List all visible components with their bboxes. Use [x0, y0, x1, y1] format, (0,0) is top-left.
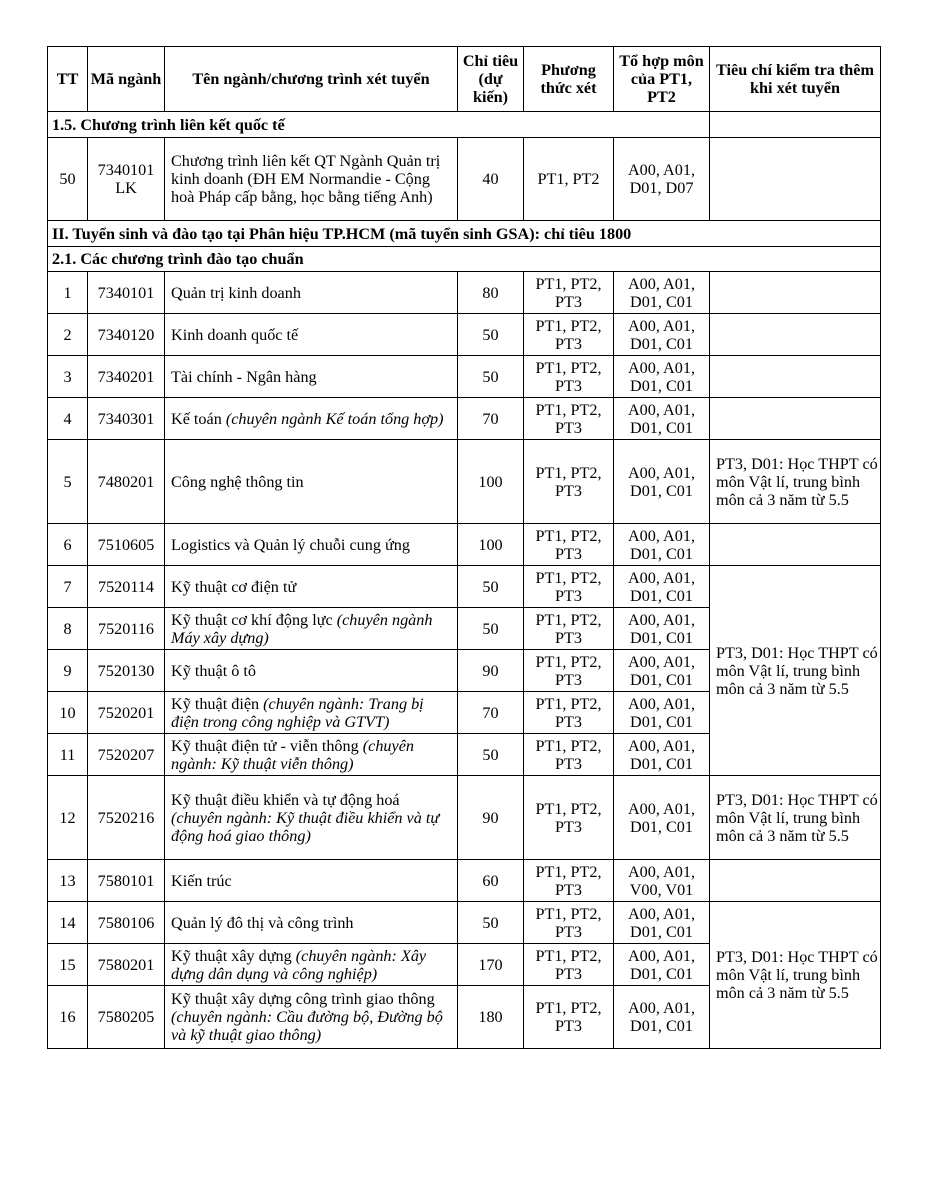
- program-name: Kinh doanh quốc tế: [171, 325, 299, 344]
- row-tt: 6: [48, 524, 88, 566]
- row-ten-nganh: [165, 356, 458, 398]
- section-row-2-1: [48, 247, 881, 272]
- row-phuong-thuc: PT1, PT2, PT3: [524, 566, 614, 608]
- row-phuong-thuc: PT1, PT2, PT3: [524, 440, 614, 524]
- row-ten-nganh: [165, 902, 458, 944]
- row-tt: 1: [48, 272, 88, 314]
- row-tieu-chi: [710, 356, 881, 398]
- header-ma-nganh: Mã ngành: [88, 47, 165, 112]
- header-tt: TT: [48, 47, 88, 112]
- row-ten-nganh: [165, 776, 458, 860]
- row-to-hop: A00, A01, D01, C01: [614, 356, 710, 398]
- row-tt: 9: [48, 650, 88, 692]
- header-row: [48, 47, 881, 112]
- row-ten-nganh: [165, 272, 458, 314]
- header-ten-nganh: Tên ngành/chương trình xét tuyển: [165, 47, 458, 112]
- header-to-hop: Tổ hợp môn của PT1, PT2: [614, 47, 710, 112]
- table-row: [48, 776, 881, 860]
- program-name: Công nghệ thông tin: [171, 472, 304, 491]
- row-phuong-thuc: PT1, PT2, PT3: [524, 398, 614, 440]
- row-ten-nganh: [165, 986, 458, 1049]
- row-tt: 3: [48, 356, 88, 398]
- table-row: [48, 314, 881, 356]
- row-ma-nganh: 7520216: [88, 776, 165, 860]
- row-chi-tieu: 90: [458, 650, 524, 692]
- section-title-1-5: 1.5. Chương trình liên kết quốc tế: [48, 112, 710, 138]
- row-to-hop: A00, A01, D01, C01: [614, 734, 710, 776]
- row-ma-nganh: 7580205: [88, 986, 165, 1049]
- row-ma-nganh: 7480201: [88, 440, 165, 524]
- row-chi-tieu: 40: [458, 138, 524, 221]
- row-phuong-thuc: PT1, PT2, PT3: [524, 776, 614, 860]
- table-row: [48, 356, 881, 398]
- row-tt: 8: [48, 608, 88, 650]
- section-title-II: II. Tuyển sinh và đào tạo tại Phân hiệu TP.HCM (mã tuyển sinh GSA): chỉ tiêu 1800: [48, 221, 881, 247]
- row-tt: 5: [48, 440, 88, 524]
- row-phuong-thuc: PT1, PT2, PT3: [524, 734, 614, 776]
- row-tieu-chi: PT3, D01: Học THPT có môn Vật lí, trung bình môn cả 3 năm từ 5.5: [710, 566, 881, 776]
- header-phuong-thuc: Phương thức xét: [524, 47, 614, 112]
- program-name: Quản lý đô thị và công trình: [171, 913, 354, 932]
- row-to-hop: A00, A01, D01, C01: [614, 692, 710, 734]
- row-tt: 15: [48, 944, 88, 986]
- row-ma-nganh: 7340120: [88, 314, 165, 356]
- program-name: Kỹ thuật điều khiển và tự động hoá: [171, 790, 400, 809]
- program-name: Kỹ thuật điện tử - viễn thông: [171, 736, 363, 755]
- row-tieu-chi: [710, 272, 881, 314]
- row-to-hop: A00, A01, D01, C01: [614, 944, 710, 986]
- row-chi-tieu: 70: [458, 398, 524, 440]
- row-tt: 12: [48, 776, 88, 860]
- section-row-1-5: [48, 112, 881, 138]
- program-specialization: (chuyên ngành: Kỹ thuật viễn thông): [171, 736, 414, 773]
- program-name: Kế toán: [171, 409, 226, 428]
- row-tt: 10: [48, 692, 88, 734]
- admission-table: [47, 46, 881, 1049]
- row-ten-nganh: Chương trình liên kết QT Ngành Quản trị kinh doanh (ĐH EM Normandie - Cộng hoà Pháp cấp bằng, học bằng tiếng Anh): [165, 138, 458, 221]
- row-phuong-thuc: PT1, PT2, PT3: [524, 860, 614, 902]
- row-ten-nganh: [165, 440, 458, 524]
- table-row: [48, 272, 881, 314]
- program-name: Kiến trúc: [171, 871, 232, 890]
- row-chi-tieu: 50: [458, 356, 524, 398]
- row-ten-nganh: [165, 944, 458, 986]
- header-chi-tieu: Chỉ tiêu (dự kiến): [458, 47, 524, 112]
- row-ma-nganh: 7340301: [88, 398, 165, 440]
- table-row: [48, 902, 881, 944]
- row-tt: 7: [48, 566, 88, 608]
- table-row: [48, 860, 881, 902]
- row-ten-nganh: [165, 608, 458, 650]
- row-ma-nganh: 7580106: [88, 902, 165, 944]
- row-ten-nganh: [165, 734, 458, 776]
- program-specialization: (chuyên ngành Máy xây dựng): [171, 610, 433, 647]
- row-ma-nganh: 7520207: [88, 734, 165, 776]
- row-phuong-thuc: PT1, PT2, PT3: [524, 944, 614, 986]
- row-tieu-chi: PT3, D01: Học THPT có môn Vật lí, trung bình môn cả 3 năm từ 5.5: [710, 902, 881, 1049]
- row-phuong-thuc: PT1, PT2, PT3: [524, 314, 614, 356]
- row-tieu-chi: PT3, D01: Học THPT có môn Vật lí, trung bình môn cả 3 năm từ 5.5: [710, 440, 881, 524]
- row-chi-tieu: 170: [458, 944, 524, 986]
- section-empty-cell: [710, 112, 881, 138]
- row-tt: 4: [48, 398, 88, 440]
- row-tieu-chi: [710, 860, 881, 902]
- program-specialization: (chuyên ngành: Cầu đường bộ, Đường bộ và kỹ thuật giao thông): [171, 1008, 443, 1044]
- row-ten-nganh: [165, 524, 458, 566]
- row-chi-tieu: 50: [458, 734, 524, 776]
- row-phuong-thuc: PT1, PT2, PT3: [524, 356, 614, 398]
- row-ma-nganh: 7520201: [88, 692, 165, 734]
- row-ma-nganh: 7340201: [88, 356, 165, 398]
- table-row: [48, 398, 881, 440]
- row-chi-tieu: 60: [458, 860, 524, 902]
- row-tt: 14: [48, 902, 88, 944]
- program-name: Kỹ thuật xây dựng: [171, 946, 296, 965]
- row-to-hop: A00, A01, D01, C01: [614, 398, 710, 440]
- row-phuong-thuc: PT1, PT2, PT3: [524, 986, 614, 1049]
- row-tieu-chi: [710, 398, 881, 440]
- row-tt: 2: [48, 314, 88, 356]
- section-row-II: [48, 221, 881, 247]
- row-tt: 50: [48, 138, 88, 221]
- table-row: [48, 524, 881, 566]
- table-row: [48, 440, 881, 524]
- row-ma-nganh: 7340101 LK: [88, 138, 165, 221]
- row-phuong-thuc: PT1, PT2, PT3: [524, 524, 614, 566]
- program-specialization: (chuyên ngành: Xây dựng dân dụng và công nghiệp): [171, 946, 427, 983]
- program-name: Kỹ thuật ô tô: [171, 661, 256, 680]
- row-tieu-chi: PT3, D01: Học THPT có môn Vật lí, trung bình môn cả 3 năm từ 5.5: [710, 776, 881, 860]
- row-ma-nganh: 7510605: [88, 524, 165, 566]
- row-phuong-thuc: PT1, PT2, PT3: [524, 902, 614, 944]
- row-to-hop: A00, A01, D01, C01: [614, 314, 710, 356]
- header-tieu-chi: Tiêu chí kiểm tra thêm khi xét tuyển: [710, 47, 881, 112]
- row-chi-tieu: 100: [458, 524, 524, 566]
- row-ten-nganh: [165, 314, 458, 356]
- row-ma-nganh: 7580101: [88, 860, 165, 902]
- row-chi-tieu: 80: [458, 272, 524, 314]
- row-phuong-thuc: PT1, PT2, PT3: [524, 650, 614, 692]
- row-to-hop: A00, A01, D01, C01: [614, 272, 710, 314]
- program-name: Kỹ thuật điện: [171, 694, 264, 713]
- row-to-hop: A00, A01, D01, C01: [614, 902, 710, 944]
- row-ma-nganh: 7580201: [88, 944, 165, 986]
- row-tieu-chi: [710, 314, 881, 356]
- row-phuong-thuc: PT1, PT2, PT3: [524, 272, 614, 314]
- program-name: Logistics và Quản lý chuỗi cung ứng: [171, 535, 410, 554]
- row-to-hop: A00, A01, V00, V01: [614, 860, 710, 902]
- row-chi-tieu: 90: [458, 776, 524, 860]
- row-chi-tieu: 50: [458, 314, 524, 356]
- row-ten-nganh: [165, 692, 458, 734]
- row-ma-nganh: 7520130: [88, 650, 165, 692]
- row-to-hop: A00, A01, D01, C01: [614, 776, 710, 860]
- row-chi-tieu: 50: [458, 902, 524, 944]
- row-chi-tieu: 50: [458, 566, 524, 608]
- program-name: Kỹ thuật cơ điện tử: [171, 577, 297, 596]
- row-to-hop: A00, A01, D01, C01: [614, 440, 710, 524]
- table-row-50: [48, 138, 881, 221]
- row-chi-tieu: 70: [458, 692, 524, 734]
- row-phuong-thuc: PT1, PT2, PT3: [524, 608, 614, 650]
- table-row: [48, 566, 881, 608]
- program-specialization: (chuyên ngành Kế toán tổng hợp): [225, 409, 444, 428]
- row-ma-nganh: 7520114: [88, 566, 165, 608]
- row-chi-tieu: 100: [458, 440, 524, 524]
- row-to-hop: A00, A01, D01, C01: [614, 608, 710, 650]
- row-tieu-chi: [710, 138, 881, 221]
- row-to-hop: A00, A01, D01, C01: [614, 650, 710, 692]
- row-tieu-chi: [710, 524, 881, 566]
- row-tt: 16: [48, 986, 88, 1049]
- program-name: Tài chính - Ngân hàng: [171, 367, 317, 386]
- row-ten-nganh: [165, 860, 458, 902]
- row-to-hop: A00, A01, D01, C01: [614, 566, 710, 608]
- row-ma-nganh: 7520116: [88, 608, 165, 650]
- program-specialization: (chuyên ngành: Trang bị điện trong công nghiệp và GTVT): [171, 694, 424, 731]
- row-tt: 13: [48, 860, 88, 902]
- row-chi-tieu: 50: [458, 608, 524, 650]
- program-name: Kỹ thuật xây dựng công trình giao thông: [171, 990, 435, 1008]
- program-name: Kỹ thuật cơ khí động lực: [171, 610, 337, 629]
- row-phuong-thuc: PT1, PT2, PT3: [524, 692, 614, 734]
- row-tt: 11: [48, 734, 88, 776]
- row-ma-nganh: 7340101: [88, 272, 165, 314]
- section-title-2-1: 2.1. Các chương trình đào tạo chuẩn: [48, 247, 881, 272]
- row-to-hop: A00, A01, D01, D07: [614, 138, 710, 221]
- program-name: Quản trị kinh doanh: [171, 283, 301, 302]
- program-specialization: (chuyên ngành: Kỹ thuật điều khiển và tự động hoá giao thông): [171, 808, 440, 845]
- row-to-hop: A00, A01, D01, C01: [614, 986, 710, 1049]
- row-to-hop: A00, A01, D01, C01: [614, 524, 710, 566]
- row-phuong-thuc: PT1, PT2: [524, 138, 614, 221]
- row-ten-nganh: [165, 566, 458, 608]
- row-chi-tieu: 180: [458, 986, 524, 1049]
- row-ten-nganh: [165, 650, 458, 692]
- row-ten-nganh: [165, 398, 458, 440]
